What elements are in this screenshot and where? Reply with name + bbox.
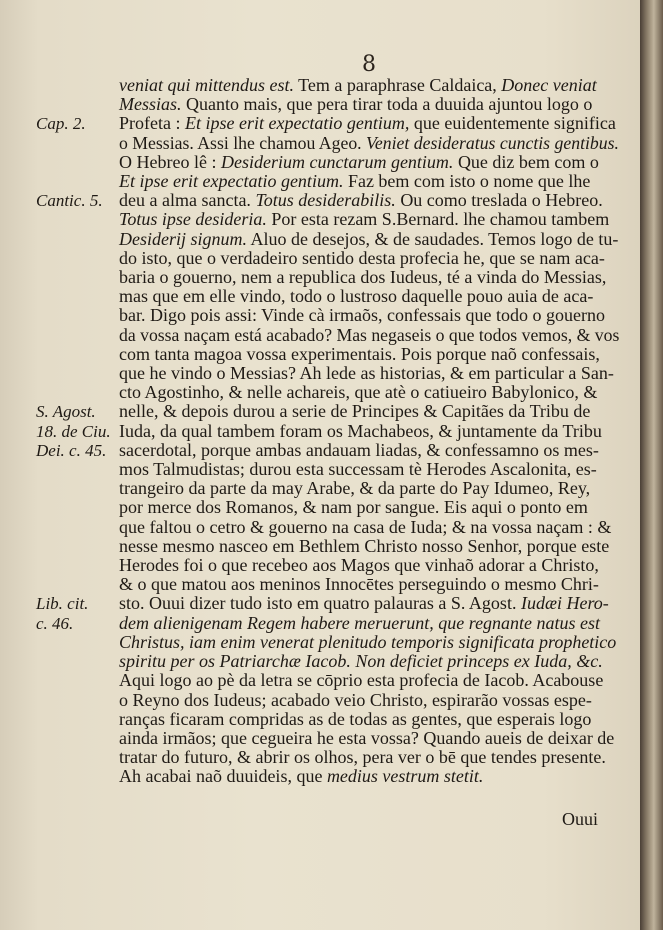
- text-line: [119, 537, 619, 556]
- text-run: nelle, & depois durou a serie de Principes & Capitães da Tribu de: [119, 401, 591, 422]
- text-run: Por esta rezam S.Bernard. lhe chamou tambem: [266, 209, 610, 230]
- latin-quote: Totus ipse desideria.: [119, 209, 267, 230]
- margin-note: S. Agost.: [36, 402, 96, 422]
- text-line: [119, 441, 619, 460]
- text-run: Herodes foi o que recebeo aos Magos que vinhaõ adorar a Christo,: [119, 555, 599, 576]
- text-line: [119, 191, 619, 210]
- text-run: baria o gouerno, nem a republica dos Iudeus, té a vinda do Messias,: [119, 267, 607, 288]
- latin-quote: dem alienigenam Regem habere meruerunt, que regnante natus est: [119, 612, 601, 633]
- latin-quote: medius vestrum stetit.: [326, 766, 484, 787]
- text-run: sacerdotal, porque ambas andauam liadas, & confessamno os mes-: [119, 439, 599, 460]
- latin-quote: Christus, iam enim venerat plenitudo temporis significata prophetico: [119, 631, 617, 652]
- latin-quote: Messias.: [119, 94, 182, 115]
- main-text: [119, 76, 619, 787]
- margin-note: 18. de Ciu.: [36, 421, 111, 441]
- text-line: [119, 498, 619, 517]
- text-line: [119, 556, 619, 575]
- text-run: sto. Ouui dizer tudo isto em quatro palauras a S. Agost.: [119, 593, 521, 614]
- text-run: Ah acabai naõ duuideis, que: [119, 766, 327, 787]
- text-run: ranças ficaram compridas as de todas as gentes, que esperais logo: [119, 708, 592, 729]
- latin-quote: Donec veniat: [501, 75, 597, 95]
- text-line: [119, 153, 619, 172]
- text-line: [119, 691, 619, 710]
- text-line: [119, 518, 619, 537]
- text-line: [119, 671, 619, 690]
- text-run: Tem a paraphrase Caldaica,: [293, 75, 502, 95]
- text-run: com tanta magoa vossa experimentais. Pois porque naõ confessais,: [119, 343, 600, 364]
- margin-note: Cantic. 5.: [36, 191, 103, 211]
- text-run: deu a alma sancta.: [119, 190, 256, 211]
- text-line: [119, 172, 619, 191]
- text-run: Aluo de desejos, & de saudades. Temos logo de tu-: [247, 228, 619, 249]
- text-line: [119, 422, 619, 441]
- text-line: [119, 460, 619, 479]
- text-run: que euidentemente significa: [409, 113, 616, 134]
- text-run: mas que em elle vindo, todo o lustroso daquelle pouo auia de aca-: [119, 286, 594, 307]
- text-line: [119, 402, 619, 421]
- text-line: [119, 652, 619, 671]
- text-run: do isto, que o verdadeiro sentido desta profecia he, que se nam aca-: [119, 247, 605, 268]
- text-run: nesse mesmo nasceo em Bethlem Christo nosso Senhor, porque este: [119, 535, 610, 556]
- page-number: 8: [362, 52, 376, 77]
- text-line: [119, 95, 619, 114]
- text-line: [119, 114, 619, 133]
- margin-note: c. 46.: [36, 613, 74, 633]
- text-run: Profeta :: [119, 113, 185, 134]
- text-run: que faltou o cetro & gouerno na casa de Iuda; & na vossa naçam : &: [119, 516, 612, 537]
- latin-quote: spiritu per os Patriarchæ Iacob. Non deficiet princeps ex Iuda, &c.: [119, 651, 603, 672]
- text-run: tratar do futuro, & abrir os olhos, pera ver o bē que tendes presente.: [119, 747, 606, 768]
- latin-quote: Iudæi Hero-: [520, 593, 609, 614]
- latin-quote: Veniet desideratus cunctis gentibus.: [366, 132, 619, 153]
- text-line: [119, 594, 619, 613]
- text-line: [119, 729, 619, 748]
- text-line: [119, 710, 619, 729]
- text-run: o Reyno dos Iudeus; acabado veio Christo, espirarão vossas espe-: [119, 689, 592, 710]
- text-line: [119, 767, 619, 786]
- text-run: por merce dos Romanos, & nam por sangue. Eis aqui o ponto em: [119, 497, 588, 518]
- text-line: [119, 633, 619, 652]
- margin-note: Cap. 2.: [36, 114, 86, 134]
- text-run: Que diz bem com o: [453, 151, 599, 172]
- latin-quote: veniat qui mittendus est.: [119, 75, 294, 95]
- text-run: bar. Digo pois assi: Vinde cà irmaõs, confessais que todo o gouerno: [119, 305, 605, 326]
- text-line: [119, 268, 619, 287]
- text-line: [119, 210, 619, 229]
- text-run: mos Talmudistas; durou esta successam tè Herodes Ascalonita, es-: [119, 459, 597, 480]
- margin-note: Dei. c. 45.: [36, 440, 107, 460]
- text-line: [119, 132, 619, 153]
- text-line: [119, 287, 619, 306]
- text-line: [119, 230, 619, 249]
- catchword: Ouui: [562, 809, 598, 829]
- margin-note: Lib. cit.: [36, 594, 89, 614]
- text-run: O Hebreo lê :: [119, 151, 221, 172]
- text-line: [119, 479, 619, 498]
- text-line: [119, 383, 619, 402]
- text-line: [119, 306, 619, 325]
- latin-quote: Totus desiderabilis.: [255, 190, 396, 211]
- text-line: [119, 575, 619, 594]
- latin-quote: Desiderij signum.: [119, 228, 247, 249]
- text-run: Aqui logo ao pè da letra se cōprio esta profecia de Iacob. Acabouse: [119, 670, 604, 691]
- latin-quote: Et ipse erit expectatio gentium,: [184, 113, 410, 134]
- text-run: trangeiro da parte da may Arabe, & da parte do Pay Idumeo, Rey,: [119, 478, 591, 499]
- text-run: o Messias. Assi lhe chamou Ageo.: [119, 132, 367, 153]
- text-run: Faz bem com isto o nome que lhe: [343, 171, 591, 192]
- text-run: ainda irmãos; que cegueira he esta vossa? Quando aueis de deixar de: [119, 727, 615, 748]
- adjacent-page-edge: [640, 0, 663, 930]
- text-run: Iuda, da qual tambem foram os Machabeos, & juntamente da Tribu: [119, 420, 602, 441]
- text-run: Ou como treslada o Hebreo.: [395, 190, 603, 211]
- text-run: que he vindo o Messias? Ah lede as historias, & em particular a San-: [119, 363, 614, 384]
- text-run: cto Agostinho, & nelle achareis, que atè o catiueiro Babylonico, &: [119, 382, 598, 403]
- text-line: [119, 324, 620, 345]
- text-run: & o que matou aos meninos Innocētes perseguindo o mesmo Chri-: [119, 574, 599, 595]
- latin-quote: Et ipse erit expectatio gentium.: [119, 171, 344, 192]
- latin-quote: Desiderium cunctarum gentium.: [220, 151, 454, 172]
- text-line: [119, 364, 619, 383]
- text-line: [119, 345, 619, 364]
- text-line: [119, 76, 619, 95]
- text-line: [119, 748, 619, 767]
- text-run: da vossa naçam está acabado? Mas negaseis o que todos vemos, & vos: [119, 324, 620, 345]
- text-line: [119, 614, 619, 633]
- text-line: [119, 249, 619, 268]
- text-run: Quanto mais, que pera tirar toda a duuida ajuntou logo o: [181, 94, 593, 115]
